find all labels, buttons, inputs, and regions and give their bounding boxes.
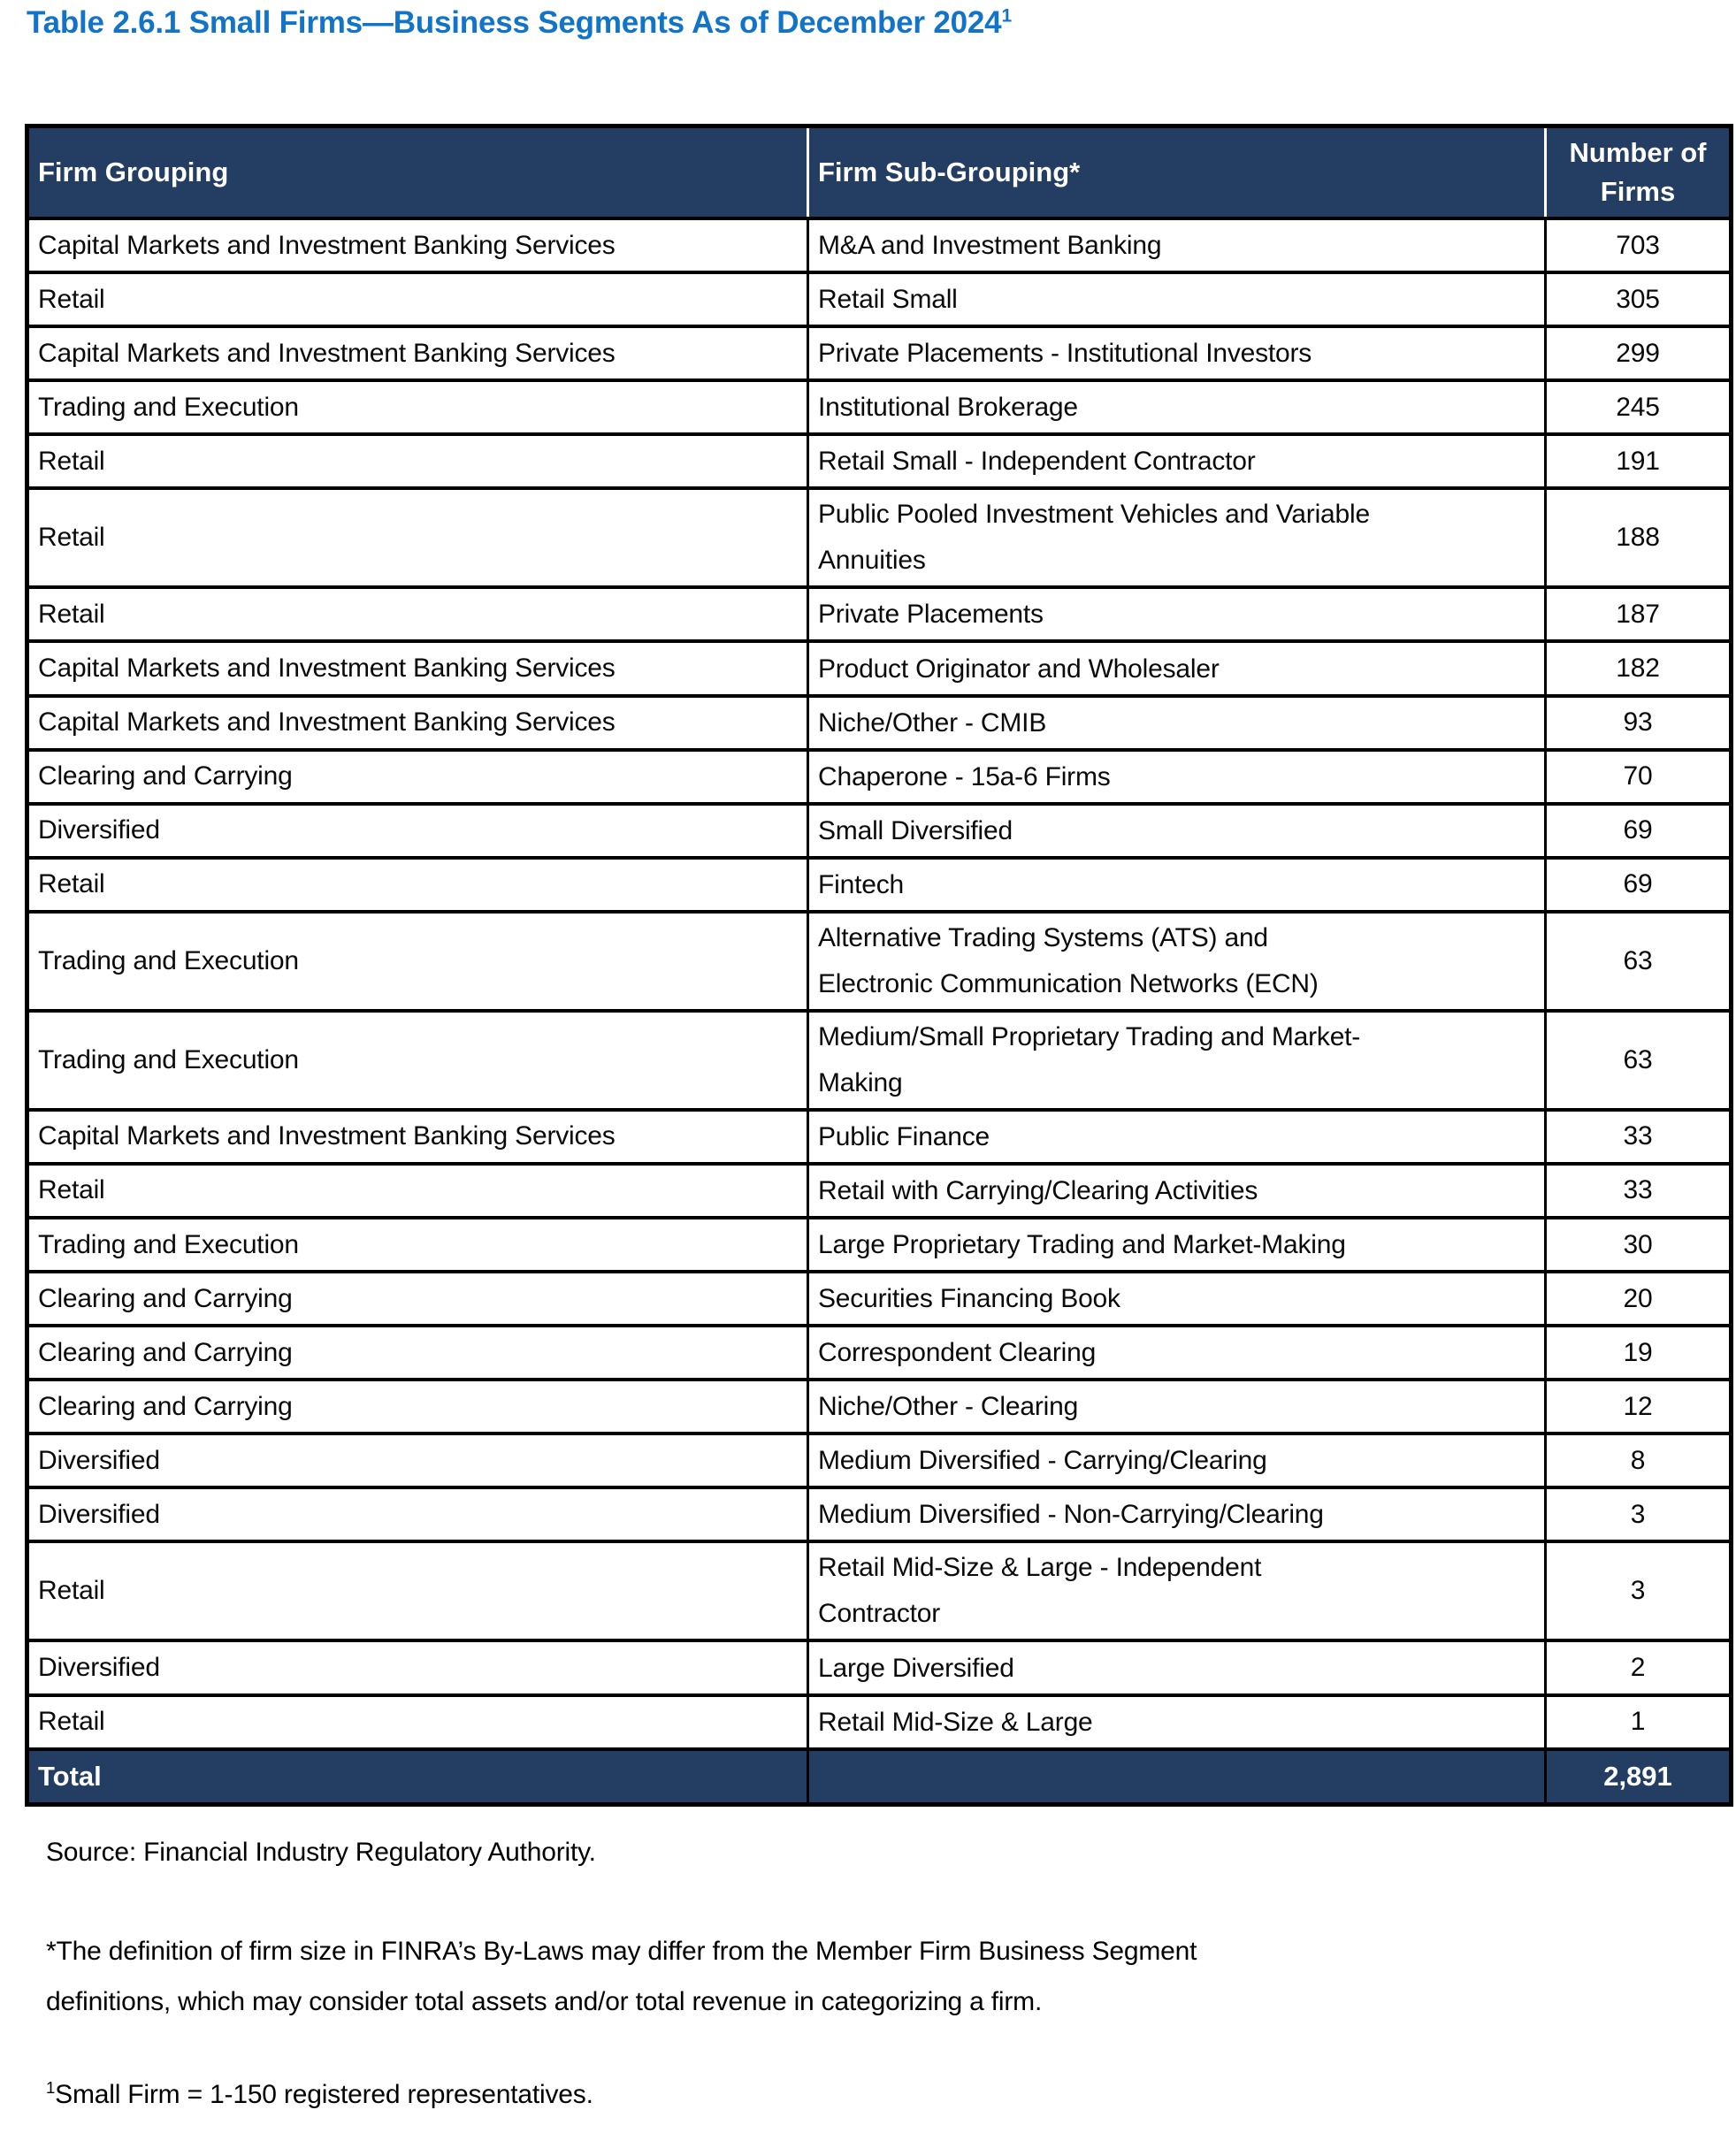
table-row bbox=[27, 218, 1732, 272]
cell-firm-grouping: Trading and Execution bbox=[27, 1011, 808, 1110]
cell-firm-sub-grouping-text: M&A and Investment Banking bbox=[818, 231, 1162, 261]
table-row bbox=[27, 587, 1732, 641]
cell-firm-sub-grouping bbox=[808, 1380, 1546, 1433]
cell-number-of-firms: 93 bbox=[1546, 696, 1732, 750]
table-row bbox=[27, 1380, 1732, 1433]
cell-firm-sub-grouping bbox=[808, 1640, 1546, 1694]
header-firm-grouping: Firm Grouping bbox=[27, 126, 808, 219]
cell-firm-grouping: Clearing and Carrying bbox=[27, 1326, 808, 1380]
cell-firm-sub-grouping-text: Medium Diversified - Carrying/Clearing bbox=[818, 1446, 1267, 1476]
cell-firm-sub-grouping bbox=[808, 1326, 1546, 1380]
cell-firm-sub-grouping bbox=[808, 1218, 1546, 1272]
cell-firm-sub-grouping bbox=[808, 1272, 1546, 1326]
cell-firm-grouping: Retail bbox=[27, 1541, 808, 1640]
table-row bbox=[27, 272, 1732, 326]
footnote-1-superscript: 1 bbox=[46, 2078, 56, 2097]
cell-number-of-firms: 63 bbox=[1546, 912, 1732, 1011]
page-title bbox=[27, 5, 1012, 41]
cell-firm-sub-grouping-text: Correspondent Clearing bbox=[818, 1338, 1097, 1368]
table-row bbox=[27, 804, 1732, 858]
cell-firm-sub-grouping bbox=[808, 1110, 1546, 1164]
cell-firm-grouping: Capital Markets and Investment Banking Services bbox=[27, 641, 808, 695]
cell-firm-sub-grouping-text: Retail Mid-Size & Large bbox=[818, 1707, 1093, 1737]
cell-firm-sub-grouping bbox=[808, 587, 1546, 641]
cell-number-of-firms: 12 bbox=[1546, 1380, 1732, 1433]
cell-firm-sub-grouping bbox=[808, 218, 1546, 272]
table-row bbox=[27, 1487, 1732, 1541]
cell-firm-sub-grouping-text: Private Placements bbox=[818, 600, 1044, 630]
cell-number-of-firms: 1 bbox=[1546, 1695, 1732, 1749]
cell-number-of-firms: 69 bbox=[1546, 858, 1732, 912]
cell-firm-sub-grouping-text: Medium Diversified - Non-Carrying/Clearing bbox=[818, 1500, 1324, 1530]
header-row bbox=[27, 126, 1732, 219]
cell-firm-sub-grouping bbox=[808, 804, 1546, 858]
cell-firm-grouping: Trading and Execution bbox=[27, 1218, 808, 1272]
total-row bbox=[27, 1749, 1732, 1805]
total-label: Total bbox=[27, 1749, 808, 1805]
cell-firm-sub-grouping-text: Fintech bbox=[818, 869, 904, 899]
cell-number-of-firms: 187 bbox=[1546, 587, 1732, 641]
cell-firm-grouping: Clearing and Carrying bbox=[27, 1272, 808, 1326]
cell-firm-grouping: Retail bbox=[27, 1695, 808, 1749]
header-firm-sub-grouping: Firm Sub-Grouping* bbox=[808, 126, 1546, 219]
cell-firm-grouping: Diversified bbox=[27, 1433, 808, 1487]
cell-firm-sub-grouping-text: Niche/Other - Clearing bbox=[818, 1392, 1079, 1422]
cell-firm-sub-grouping-text: Retail Small bbox=[818, 285, 958, 315]
cell-firm-grouping: Clearing and Carrying bbox=[27, 750, 808, 804]
cell-firm-grouping: Retail bbox=[27, 1164, 808, 1218]
table-row bbox=[27, 1110, 1732, 1164]
cell-firm-sub-grouping-text: Medium/Small Proprietary Trading and Market-Making bbox=[818, 1021, 1361, 1097]
cell-firm-grouping: Retail bbox=[27, 858, 808, 912]
cell-firm-grouping: Capital Markets and Investment Banking Services bbox=[27, 326, 808, 380]
table-row bbox=[27, 326, 1732, 380]
cell-firm-sub-grouping-text: Retail Small - Independent Contractor bbox=[818, 447, 1256, 477]
table-row bbox=[27, 1433, 1732, 1487]
table-row bbox=[27, 1541, 1732, 1640]
cell-firm-grouping: Clearing and Carrying bbox=[27, 1380, 808, 1433]
table-row bbox=[27, 380, 1732, 434]
cell-firm-grouping: Retail bbox=[27, 587, 808, 641]
table-row bbox=[27, 641, 1732, 695]
cell-number-of-firms: 2 bbox=[1546, 1640, 1732, 1694]
cell-number-of-firms: 33 bbox=[1546, 1164, 1732, 1218]
cell-firm-sub-grouping bbox=[808, 1164, 1546, 1218]
cell-number-of-firms: 33 bbox=[1546, 1110, 1732, 1164]
total-empty-cell bbox=[808, 1749, 1546, 1805]
cell-firm-grouping: Trading and Execution bbox=[27, 912, 808, 1011]
cell-firm-grouping: Diversified bbox=[27, 1487, 808, 1541]
cell-firm-sub-grouping-text: Large Proprietary Trading and Market-Making bbox=[818, 1230, 1346, 1260]
cell-firm-sub-grouping-text: Alternative Trading Systems (ATS) and Electronic Communication Networks (ECN) bbox=[818, 922, 1319, 998]
cell-firm-grouping: Retail bbox=[27, 488, 808, 587]
cell-number-of-firms: 19 bbox=[1546, 1326, 1732, 1380]
cell-number-of-firms: 299 bbox=[1546, 326, 1732, 380]
cell-firm-sub-grouping bbox=[808, 380, 1546, 434]
cell-firm-sub-grouping-text: Small Diversified bbox=[818, 815, 1013, 845]
cell-firm-sub-grouping-text: Large Diversified bbox=[818, 1653, 1014, 1683]
table-row bbox=[27, 1218, 1732, 1272]
cell-firm-grouping: Trading and Execution bbox=[27, 380, 808, 434]
asterisk-footnote: *The definition of firm size in FINRA’s By-Laws may differ from the Member Firm Business Segment definitions, which may consider total assets and/or total revenue in categorizing a firm. bbox=[46, 1937, 1197, 2016]
table-body bbox=[27, 218, 1732, 1749]
cell-firm-sub-grouping bbox=[808, 326, 1546, 380]
cell-firm-sub-grouping-text: Institutional Brokerage bbox=[818, 393, 1078, 423]
cell-number-of-firms: 305 bbox=[1546, 272, 1732, 326]
page-title-superscript: 1 bbox=[1001, 5, 1012, 27]
table-row bbox=[27, 912, 1732, 1011]
table-row bbox=[27, 1326, 1732, 1380]
table-header bbox=[27, 126, 1732, 219]
cell-firm-sub-grouping bbox=[808, 272, 1546, 326]
cell-number-of-firms: 3 bbox=[1546, 1541, 1732, 1640]
cell-firm-grouping: Capital Markets and Investment Banking Services bbox=[27, 696, 808, 750]
cell-firm-sub-grouping bbox=[808, 858, 1546, 912]
cell-firm-grouping: Capital Markets and Investment Banking Services bbox=[27, 218, 808, 272]
source-note: Source: Financial Industry Regulatory Authority. bbox=[46, 1838, 596, 1867]
cell-number-of-firms: 30 bbox=[1546, 1218, 1732, 1272]
cell-firm-grouping: Diversified bbox=[27, 1640, 808, 1694]
cell-number-of-firms: 188 bbox=[1546, 488, 1732, 587]
cell-firm-grouping: Capital Markets and Investment Banking Services bbox=[27, 1110, 808, 1164]
cell-firm-sub-grouping bbox=[808, 1433, 1546, 1487]
table-row bbox=[27, 750, 1732, 804]
page-title-text: Table 2.6.1 Small Firms—Business Segments As of December 2024 bbox=[27, 5, 1002, 40]
cell-number-of-firms: 703 bbox=[1546, 218, 1732, 272]
table-row bbox=[27, 488, 1732, 587]
cell-firm-sub-grouping-text: Product Originator and Wholesaler bbox=[818, 654, 1220, 684]
cell-number-of-firms: 63 bbox=[1546, 1011, 1732, 1110]
cell-number-of-firms: 182 bbox=[1546, 641, 1732, 695]
cell-number-of-firms: 70 bbox=[1546, 750, 1732, 804]
cell-firm-sub-grouping-text: Securities Financing Book bbox=[818, 1284, 1120, 1314]
cell-firm-sub-grouping bbox=[808, 1011, 1546, 1110]
cell-number-of-firms: 3 bbox=[1546, 1487, 1732, 1541]
cell-firm-sub-grouping-text: Private Placements - Institutional Investors bbox=[818, 339, 1312, 369]
table-row bbox=[27, 434, 1732, 488]
cell-firm-sub-grouping bbox=[808, 912, 1546, 1011]
cell-firm-sub-grouping bbox=[808, 641, 1546, 695]
cell-firm-sub-grouping bbox=[808, 488, 1546, 587]
cell-firm-sub-grouping bbox=[808, 1695, 1546, 1749]
cell-number-of-firms: 69 bbox=[1546, 804, 1732, 858]
footnote-1-text: Small Firm = 1-150 registered representatives. bbox=[55, 2080, 593, 2109]
table-row bbox=[27, 1272, 1732, 1326]
table-row bbox=[27, 1164, 1732, 1218]
cell-firm-sub-grouping-text: Public Pooled Investment Vehicles and Variable Annuities bbox=[818, 500, 1370, 576]
cell-number-of-firms: 8 bbox=[1546, 1433, 1732, 1487]
cell-firm-grouping: Retail bbox=[27, 434, 808, 488]
table-row bbox=[27, 1695, 1732, 1749]
table-row bbox=[27, 858, 1732, 912]
table-row bbox=[27, 1640, 1732, 1694]
cell-firm-sub-grouping-text: Chaperone - 15a-6 Firms bbox=[818, 761, 1111, 791]
cell-firm-grouping: Diversified bbox=[27, 804, 808, 858]
table-row bbox=[27, 696, 1732, 750]
table-row bbox=[27, 1011, 1732, 1110]
cell-number-of-firms: 245 bbox=[1546, 380, 1732, 434]
table-footer bbox=[27, 1749, 1732, 1805]
total-count: 2,891 bbox=[1546, 1749, 1732, 1805]
cell-firm-sub-grouping bbox=[808, 750, 1546, 804]
cell-number-of-firms: 191 bbox=[1546, 434, 1732, 488]
cell-firm-sub-grouping bbox=[808, 696, 1546, 750]
cell-firm-sub-grouping-text: Retail with Carrying/Clearing Activities bbox=[818, 1176, 1258, 1206]
cell-firm-sub-grouping-text: Niche/Other - CMIB bbox=[818, 707, 1047, 738]
cell-firm-sub-grouping bbox=[808, 1487, 1546, 1541]
footnote-1 bbox=[46, 2080, 593, 2110]
cell-firm-sub-grouping bbox=[808, 1541, 1546, 1640]
cell-firm-sub-grouping bbox=[808, 434, 1546, 488]
header-number-of-firms: Number of Firms bbox=[1546, 126, 1732, 219]
cell-firm-sub-grouping-text: Public Finance bbox=[818, 1121, 990, 1151]
business-segments-table bbox=[25, 124, 1733, 1807]
cell-number-of-firms: 20 bbox=[1546, 1272, 1732, 1326]
cell-firm-sub-grouping-text: Retail Mid-Size & Large - Independent Contractor bbox=[818, 1553, 1262, 1629]
cell-firm-grouping: Retail bbox=[27, 272, 808, 326]
